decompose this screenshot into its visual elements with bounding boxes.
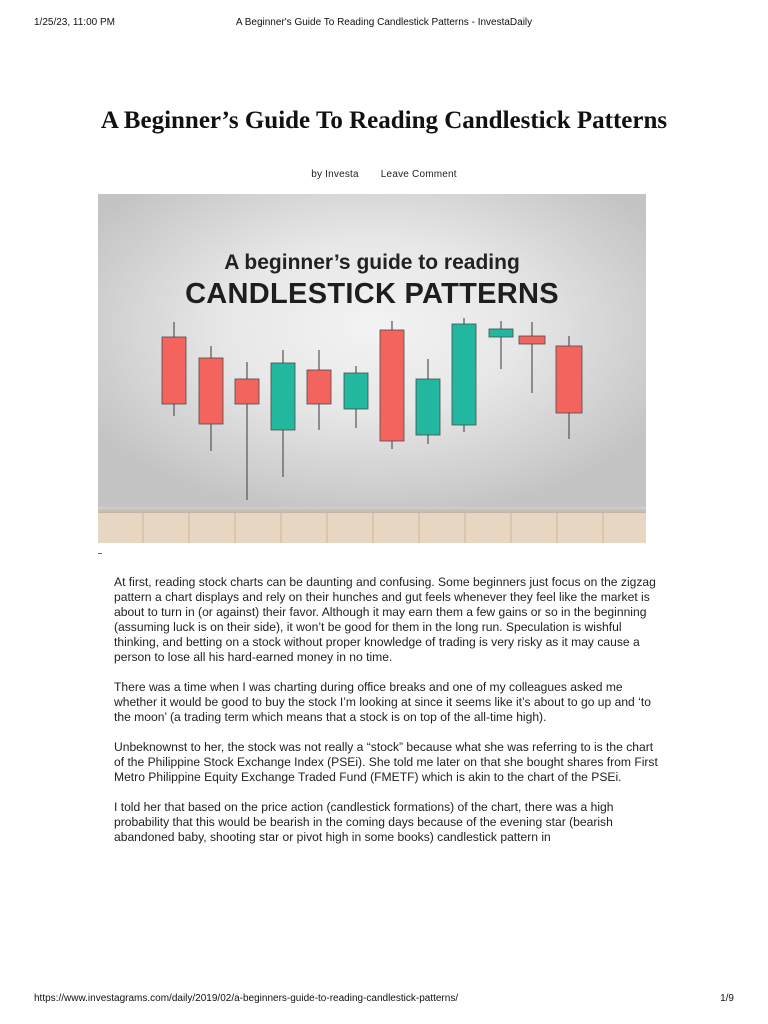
byline-author[interactable]: by Investa [311,169,359,180]
candlestick-5-bearish [307,350,331,430]
print-url: https://www.investagrams.com/daily/2019/02/a-beginners-guide-to-reading-candlestick-patterns/ [34,993,459,1004]
candlestick-10-bullish [489,321,513,369]
candle-body [271,363,295,430]
candle-body [452,324,476,425]
print-page-title: A Beginner's Guide To Reading Candlestick Patterns - InvestaDaily [235,17,533,28]
candle-body [162,337,186,404]
candle-body [307,370,331,404]
candle-body [380,330,404,441]
wooden-floor [98,513,646,543]
hero-heading-line2: CANDLESTICK PATTERNS [185,278,559,310]
candlestick-2-bearish [199,346,223,451]
article-body [114,575,662,860]
candle-body [489,329,513,337]
candlestick-illustration [98,194,646,543]
candlestick-9-bullish [452,318,476,432]
candlestick-3-bearish [235,362,259,500]
candlestick-12-bearish [556,336,582,439]
candlestick-7-bearish [380,321,404,449]
paragraph-3: Unbeknownst to her, the stock was not really a “stock” because what she was referring to is the chart of the Philippine Stock Exchange Index (PSEi). She told me later on that she bought shares from First Metro Philippine Equity Exchange Traded Fund (FMETF) which is akin to the chart of the PSEi. [114,740,658,784]
candle-body [235,379,259,404]
candle-body [416,379,440,435]
candle-body [199,358,223,424]
candlestick-11-bearish [519,322,545,393]
paragraph-4: I told her that based on the price action (candlestick formations) of the chart, there was a high probability that this would be bearish in the coming days because of the evening star (bearish abandoned baby, shooting star or pivot high in some books) candlestick pattern in [114,800,614,844]
leave-comment-link[interactable]: Leave Comment [380,169,457,180]
print-datetime: 1/25/23, 11:00 PM [34,17,115,28]
candle-body [519,336,545,344]
candlestick-8-bullish [416,359,440,444]
hero-heading-line1: A beginner’s guide to reading [224,251,520,274]
article-title: A Beginner’s Guide To Reading Candlestick Patterns [100,107,668,134]
paragraph-1: At first, reading stock charts can be daunting and confusing. Some beginners just focus on the zigzag pattern a chart displays and rely on their hunches and gut feels whenever they feel like the market is about to turn in (or against) their favor. Although it may earn them a few gains or so in the beginning (assuming luck is on their side), it won’t be good for them in the long run. Speculation is wishful thinking, and betting on a stock without proper knowledge of trading is very risky as it may cause a person to lose all his hard-earned money in no time. [114,575,656,664]
paragraph-2: There was a time when I was charting during office breaks and one of my colleagues asked me whether it would be good to buy the stock I’m looking at since it seems like it’s about to go up and ‘to the moon’ (a trading term which means that a stock is on top of the all-time high). [114,680,651,724]
hero-image [98,194,646,543]
candlestick-6-bullish [344,366,368,428]
print-footer [34,993,734,1007]
candlestick-4-bullish [271,350,295,477]
byline [0,169,768,180]
candle-body [344,373,368,409]
link-marker[interactable] [98,553,102,554]
print-header [34,17,734,31]
candlestick-1-bearish [162,322,186,416]
candle-body [556,346,582,413]
print-page-number: 1/9 [720,993,734,1004]
